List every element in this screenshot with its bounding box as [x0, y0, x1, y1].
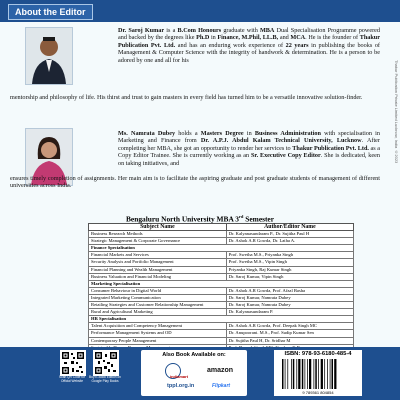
author-cell: Dr. Ashok A.R Gowda, Prof. Deepak Singh MC	[226, 323, 353, 330]
table-row	[89, 323, 354, 330]
subject-cell: Business Valuation and Financial Modeling	[89, 273, 227, 280]
qr-ebook-caption: Buy E-Book Edition on Google Play Books	[89, 375, 121, 383]
subject-cell: Performance Management Systems and OD	[89, 330, 227, 337]
author-cell: Dr. Anupoorani. M.S., Prof. Sudip Kumar Sen	[226, 330, 353, 337]
subject-cell: Financial Markets and Services	[89, 252, 227, 259]
qr-website-caption: Scan QR Code for Official Website	[58, 375, 86, 383]
section-label: HR Specialisation	[89, 316, 354, 323]
table-row	[89, 309, 354, 316]
availability-title: Also Book Available on:	[162, 352, 226, 358]
table-section-row	[89, 316, 354, 323]
author-cell: Prof. Swetha M.S., Priyanka Singh	[226, 252, 353, 259]
editor-photo-1	[25, 27, 73, 85]
author-cell: Dr. Ashok A.R Gowda, Prof. Afzal Basha	[226, 287, 353, 294]
table-row	[89, 302, 354, 309]
qr-code-ebook[interactable]	[93, 350, 119, 376]
subject-cell: Retailing Strategies and Customer Relationship Management	[89, 302, 227, 309]
editor-2-bio: Ms. Namrata Dubey holds a Masters Degree in Business Administration with specialisation in Marketing and Finance from Dr. A.P.J. Abdul Kalam Technical University, Lucknow. After completing her MBA, she got an opportunity to render her services to Thakur Publication Pvt. Ltd. as a Copy Editor Trainee. She is currently working as an Sr. Executive Copy Editor. She is dedicated, keen on taking initiatives, and	[118, 130, 380, 167]
table-section-row	[89, 280, 354, 287]
subject-cell: Integrated Marketing Communication	[89, 294, 227, 301]
flipkart-link[interactable]: Flipkart	[212, 383, 231, 389]
section-title: About the Editor	[8, 4, 93, 20]
author-cell: Priyanka Singh, Raj Kumar Singh	[226, 266, 353, 273]
table-row	[89, 287, 354, 294]
table-body	[89, 231, 354, 352]
table-row	[89, 259, 354, 266]
barcode-icon	[280, 359, 356, 389]
section-label: Marketing Specialisation	[89, 280, 354, 287]
table-row	[89, 238, 354, 245]
subject-cell: Contemporary People Management	[89, 337, 227, 344]
subject-cell: Talent Acquisition and Competency Management	[89, 323, 227, 330]
editor-1-bio: Dr. Saroj Kumar is a B.Com Honours graduate with MBA Dual Specialisation Programme powered and backed by the degrees like Ph.D in Finance, M.Phil, LL.B, and MCA. He is the founder of Thakur Publication Pvt. Ltd. and has an enduring work experience of 22 years in publishing the books of Management & Computer Science with the integrity of handwork & determination. He is a person to be adored by one and all for his	[118, 27, 381, 64]
subject-cell: Consumer Behaviour in Digital World	[89, 287, 227, 294]
table-row	[89, 266, 354, 273]
table-row	[89, 294, 354, 301]
table-row	[89, 231, 354, 238]
isbn-digits: 9 789361 804854	[302, 390, 334, 395]
table-row	[89, 330, 354, 337]
editor-2-bio-cont: ensures timely completion of assignments. Her main aim is to facilitate the aspiring graduate and post graduate students of management of different universities across India.	[10, 175, 380, 190]
editor-1-bio-cont: mentorship and philosophy of life. His thirst and trust to gain masters in every field has turned him to be a versatile innovative solution-finder.	[10, 94, 363, 101]
table-row	[89, 273, 354, 280]
subject-cell: Business Research Methods	[89, 231, 227, 238]
author-cell: Dr. Kalyanasundaram P., Dr. Sujitha Paul H	[226, 231, 353, 238]
qr-code-website[interactable]	[60, 350, 86, 376]
table-section-row	[89, 245, 354, 252]
subject-cell: Financial Planning and Wealth Management	[89, 266, 227, 273]
indiamart-link[interactable]: indiamart	[170, 374, 189, 379]
author-cell: Dr. Kalyanasundaram P.	[226, 309, 353, 316]
subject-cell: Strategic Management & Corporate Governance	[89, 238, 227, 245]
table-row	[89, 337, 354, 344]
author-cell: Dr. Sujitha Paul H, Dr. Sridhar M	[226, 337, 353, 344]
author-cell: Dr. Saroj Kumar, Namrata Dubey	[226, 294, 353, 301]
author-cell: Prof. Swetha M.S., Vipin Singh	[226, 259, 353, 266]
section-label: Finance Specialisation	[89, 245, 354, 252]
subject-cell: Rural and Agricultural Marketing	[89, 309, 227, 316]
column-header-subject: Subject Name	[89, 224, 227, 231]
courses-table	[88, 223, 354, 352]
subject-cell: Security Analysis and Portfolio Management	[89, 259, 227, 266]
author-cell: Dr. Saroj Kumar, Namrata Dubey	[226, 302, 353, 309]
isbn-label: ISBN: 978-93-6180-485-4	[284, 351, 352, 357]
author-cell: Dr. Saroj Kumar, Vipin Singh	[226, 273, 353, 280]
spine-side-text: Thakur Publication Private Limited Lucknow, India ©2023	[394, 60, 399, 164]
table-row	[89, 252, 354, 259]
column-header-author: Author/Editor Name	[226, 224, 353, 231]
table-header-row	[89, 224, 354, 231]
amazon-link[interactable]: amazon	[207, 367, 234, 374]
tppl-website-link[interactable]: tppl.org.in	[167, 383, 195, 389]
author-cell: Dr. Ashok A.R Gowda, Dr. Latha A.	[226, 238, 353, 245]
table-title: Bengaluru North University MBA 3rd Semester	[126, 214, 274, 224]
